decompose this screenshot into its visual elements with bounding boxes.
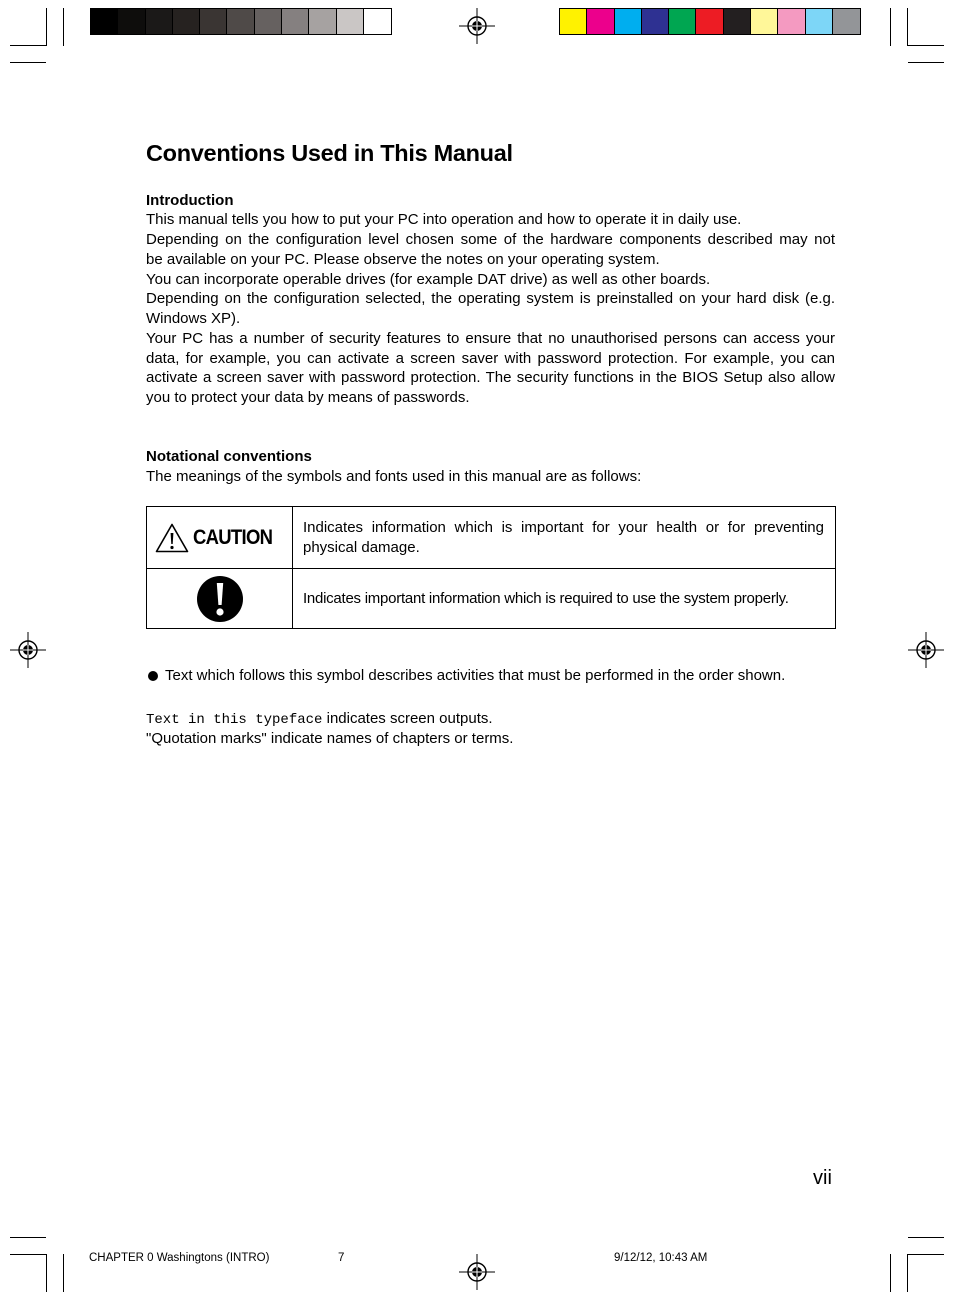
color-swatch bbox=[642, 9, 669, 34]
color-swatch bbox=[91, 9, 118, 34]
introduction-line: Depending on the configuration level chosen some of the hardware components described may not bbox=[146, 231, 835, 248]
color-swatch bbox=[696, 9, 723, 34]
important-description bbox=[293, 569, 835, 628]
crop-mark bbox=[46, 1254, 47, 1292]
registration-mark-icon bbox=[459, 1254, 495, 1290]
caution-text: Indicates information which is important for your health or for preventing physical damage. bbox=[303, 518, 824, 556]
footer-sheet-number: 7 bbox=[338, 1252, 345, 1264]
crop-mark bbox=[10, 1237, 46, 1238]
color-swatch bbox=[560, 9, 587, 34]
introduction-line: Depending on the configuration selected, the operating system is preinstalled on your hard disk (e.g. bbox=[146, 290, 835, 307]
color-swatch bbox=[173, 9, 200, 34]
footer-timestamp: 9/12/12, 10:43 AM bbox=[614, 1252, 708, 1264]
color-swatch bbox=[833, 9, 860, 34]
color-swatch bbox=[282, 9, 309, 34]
notational-intro: The meanings of the symbols and fonts used in this manual are as follows: bbox=[146, 468, 642, 485]
registration-mark-icon bbox=[459, 8, 495, 44]
bullet-text: Text which follows this symbol describes activities that must be performed in the order shown. bbox=[165, 667, 786, 684]
typeface-convention bbox=[146, 709, 493, 731]
typeface-text: indicates screen outputs. bbox=[322, 710, 493, 727]
crop-mark bbox=[10, 62, 46, 63]
introduction-line: This manual tells you how to put your PC into operation and how to operate it in daily use. bbox=[146, 211, 742, 228]
crop-mark bbox=[907, 8, 908, 46]
page-number: vii bbox=[813, 1167, 832, 1189]
color-swatch bbox=[587, 9, 614, 34]
footer-file-name: CHAPTER 0 Washingtons (INTRO) bbox=[89, 1252, 270, 1264]
registration-mark-icon bbox=[908, 632, 944, 668]
color-swatch bbox=[806, 9, 833, 34]
introduction-line: be available on your PC. Please observe the notes on your operating system. bbox=[146, 251, 660, 268]
page-title: Conventions Used in This Manual bbox=[146, 140, 513, 166]
color-swatch bbox=[200, 9, 227, 34]
crop-mark bbox=[908, 1254, 944, 1255]
warning-triangle-icon bbox=[155, 523, 189, 553]
crop-mark bbox=[63, 8, 64, 46]
introduction-line: Your PC has a number of security features to ensure that no unauthorised persons can access your bbox=[146, 330, 835, 347]
notational-heading: Notational conventions bbox=[146, 448, 312, 465]
color-swatch bbox=[751, 9, 778, 34]
crop-mark bbox=[890, 8, 891, 46]
grayscale-calibration-bar bbox=[90, 8, 392, 35]
table-row bbox=[147, 507, 835, 569]
caution-label: CAUTION bbox=[193, 525, 273, 549]
color-swatch bbox=[146, 9, 173, 34]
color-swatch bbox=[309, 9, 336, 34]
caution-symbol bbox=[155, 523, 283, 553]
typeface-sample: Text in this typeface bbox=[146, 712, 323, 728]
crop-mark bbox=[908, 45, 944, 46]
introduction-line: you to protect your data by means of passwords. bbox=[146, 389, 470, 406]
introduction-line: Windows XP). bbox=[146, 310, 241, 327]
crop-mark bbox=[908, 62, 944, 63]
registration-mark-icon bbox=[10, 632, 46, 668]
exclamation-circle-icon bbox=[196, 575, 244, 623]
important-symbol-cell bbox=[147, 569, 293, 628]
crop-mark bbox=[10, 45, 46, 46]
color-swatch bbox=[118, 9, 145, 34]
bullet-convention bbox=[146, 667, 785, 684]
symbols-table bbox=[146, 506, 836, 629]
color-swatch bbox=[669, 9, 696, 34]
introduction-line: You can incorporate operable drives (for example DAT drive) as well as other boards. bbox=[146, 271, 711, 288]
crop-mark bbox=[10, 1254, 46, 1255]
crop-mark bbox=[63, 1254, 64, 1292]
caution-description bbox=[293, 507, 835, 568]
color-swatch bbox=[337, 9, 364, 34]
color-swatch bbox=[227, 9, 254, 34]
color-swatch bbox=[778, 9, 805, 34]
bullet-icon bbox=[148, 671, 158, 681]
crop-mark bbox=[908, 1237, 944, 1238]
crop-mark bbox=[890, 1254, 891, 1292]
quotation-convention: "Quotation marks" indicate names of chapters or terms. bbox=[146, 730, 514, 747]
color-swatch bbox=[724, 9, 751, 34]
introduction-line: activate a screen saver with password protection. The security functions in the BIOS Setup also allow bbox=[146, 369, 835, 386]
caution-symbol-cell bbox=[147, 507, 293, 568]
color-calibration-bar bbox=[559, 8, 861, 35]
color-swatch bbox=[615, 9, 642, 34]
color-swatch bbox=[255, 9, 282, 34]
crop-mark bbox=[907, 1254, 908, 1292]
important-text: Indicates important information which is required to use the system properly. bbox=[303, 589, 789, 607]
introduction-heading: Introduction bbox=[146, 192, 234, 209]
color-swatch bbox=[364, 9, 391, 34]
table-row bbox=[147, 569, 835, 628]
introduction-line: data, for example, you can activate a screen saver with password protection. For example, you can bbox=[146, 350, 835, 367]
crop-mark bbox=[46, 8, 47, 46]
